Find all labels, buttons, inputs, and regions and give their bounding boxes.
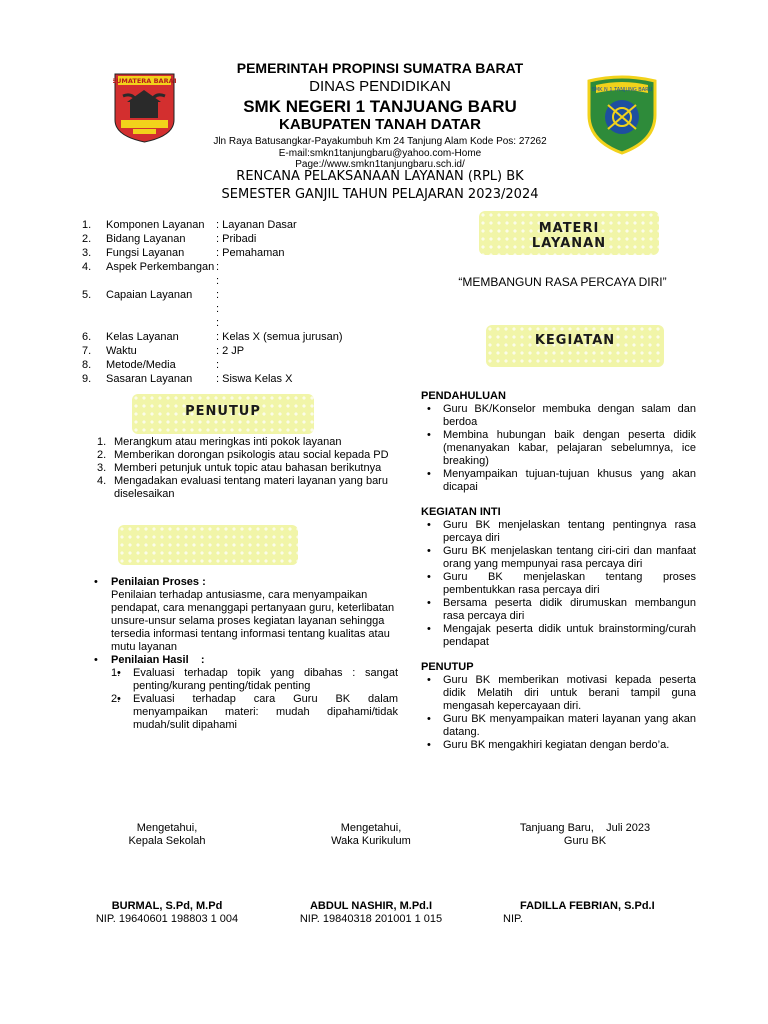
info-row-number: 6. xyxy=(82,331,92,343)
info-row xyxy=(82,288,442,302)
penilaian-proses-title: • Penilaian Proses : xyxy=(111,576,206,588)
info-row-value: : xyxy=(216,275,220,287)
penutup-left-item-number: 1. xyxy=(97,436,107,448)
signature-role: Kepala Sekolah xyxy=(128,835,206,847)
info-row-label: Sasaran Layanan xyxy=(106,373,193,385)
kegiatan-inti-item: • Guru BK menjelaskan tentang pentingnya rasa percaya diri xyxy=(421,519,696,545)
info-row-number: 7. xyxy=(82,345,92,357)
header-line-2: DINAS PENDIDIKAN xyxy=(309,78,451,95)
penutup-left-item-number: 4. xyxy=(97,475,107,487)
title-line-1: RENCANA PELAKSANAAN LAYANAN (RPL) BK xyxy=(236,169,524,184)
info-row xyxy=(82,372,442,386)
pendahuluan-item: • Guru BK/Konselor membuka dengan salam dan berdoa xyxy=(421,403,696,429)
penutup-left-item-text: Merangkum atau meringkas inti pokok layanan xyxy=(114,436,342,448)
penilaian-hasil-title: • Penilaian Hasil : xyxy=(111,654,205,666)
penutup-left-list xyxy=(97,436,397,501)
signature-nip: NIP. 19640601 198803 1 004 xyxy=(95,913,239,925)
signature-role: Waka Kurikulum xyxy=(331,835,411,847)
penutup-left-item xyxy=(97,475,397,501)
info-row-label: Komponen Layanan xyxy=(106,219,205,231)
kegiatan-inti-list xyxy=(421,519,696,649)
pendahuluan-title: PENDAHULUAN xyxy=(421,390,506,402)
info-row-value: : xyxy=(216,261,220,273)
signature-block xyxy=(503,900,683,926)
signature-line-1: Tanjuang Baru, Juli 2023 xyxy=(519,822,651,834)
materi-banner-line-2: LAYANAN xyxy=(531,236,607,251)
penilaian-hasil-item xyxy=(111,667,398,693)
logo-right-text: SMK N 1 TANJUNG BARU xyxy=(591,87,653,93)
info-row-label: Aspek Perkembangan xyxy=(106,261,215,273)
kegiatan-banner xyxy=(486,325,664,367)
info-row-value: : Pribadi xyxy=(216,233,257,245)
penutup-item: • Guru BK memberikan motivasi kepada peserta didik Melatih diri untuk berani tampil guna mengasah kepercayaan diri. xyxy=(421,674,696,713)
signature-role: Guru BK xyxy=(563,835,607,847)
pendahuluan-list xyxy=(421,403,696,494)
info-row-value: : xyxy=(216,303,220,315)
kegiatan-inti-item: • Guru BK menjelaskan tentang proses pembentukkan rasa percaya diri xyxy=(421,571,696,597)
penilaian-hasil-item xyxy=(111,693,398,732)
pendahuluan-item: • Menyampaikan tujuan-tujuan khusus yang akan dicapai xyxy=(421,468,696,494)
materi-banner-line-1: MATERI xyxy=(538,221,600,236)
kegiatan-banner-label: KEGIATAN xyxy=(534,333,616,348)
penilaian-hasil-item-number: • 1. xyxy=(111,667,121,679)
info-row-value: : xyxy=(216,317,220,329)
penutup-left-item xyxy=(97,462,397,475)
penutup-list xyxy=(421,674,696,752)
info-row xyxy=(82,260,442,274)
info-row-label: Kelas Layanan xyxy=(106,331,179,343)
document-title xyxy=(120,168,640,204)
info-row-value: : xyxy=(216,359,220,371)
evaluasi-banner xyxy=(118,525,298,565)
info-row xyxy=(82,316,442,330)
info-row-number: 9. xyxy=(82,373,92,385)
penilaian-hasil-item-number: • 2. xyxy=(111,693,121,705)
materi-banner xyxy=(479,211,659,255)
info-row xyxy=(82,218,442,232)
info-row xyxy=(82,358,442,372)
penilaian-proses xyxy=(88,576,398,654)
kegiatan-inti-item: • Guru BK menjelaskan tentang ciri-ciri dan manfaat orang yang mempunyai rasa percaya diri xyxy=(421,545,696,571)
info-row xyxy=(82,274,442,288)
penutup-item: • Guru BK mengakhiri kegiatan dengan berdo’a. xyxy=(421,739,696,752)
penilaian-hasil-list xyxy=(111,667,398,732)
info-row xyxy=(82,302,442,316)
signature-name: BURMAL, S.Pd, M.Pd xyxy=(111,900,223,912)
kegiatan-inti-title: KEGIATAN INTI xyxy=(421,506,501,518)
kegiatan-inti-item: • Bersama peserta didik dirumuskan membangun rasa percaya diri xyxy=(421,597,696,623)
info-row-number: 2. xyxy=(82,233,92,245)
info-row-label: Bidang Layanan xyxy=(106,233,186,245)
info-row-value: : Siswa Kelas X xyxy=(216,373,293,385)
info-row-number: 4. xyxy=(82,261,92,273)
info-row-number: 1. xyxy=(82,219,92,231)
info-row xyxy=(82,344,442,358)
info-row-label: Fungsi Layanan xyxy=(106,247,185,259)
penilaian-content xyxy=(90,576,398,732)
info-row-value: : Layanan Dasar xyxy=(216,219,297,231)
info-row-label: Waktu xyxy=(106,345,137,357)
logo-smk xyxy=(586,75,658,155)
penilaian-hasil xyxy=(88,654,398,732)
logo-sumbar xyxy=(113,72,176,144)
penutup-left-item-text: Mengadakan evaluasi tentang materi layanan yang baru diselesaikan xyxy=(114,475,388,500)
signature-heading xyxy=(57,822,277,848)
signature-name: FADILLA FEBRIAN, S.Pd.I xyxy=(520,900,655,912)
header-email: E-mail:smkn1tanjungbaru@yahoo.com-Home xyxy=(278,147,482,159)
info-row xyxy=(82,330,442,344)
info-row xyxy=(82,232,442,246)
info-list xyxy=(82,218,442,386)
penilaian-list xyxy=(90,576,398,732)
penutup-left-item-text: Memberi petunjuk untuk topic atau bahasan berikutnya xyxy=(114,462,382,474)
info-row-value: : xyxy=(216,289,220,301)
penutup-left-item xyxy=(97,436,397,449)
header-line-1: PEMERINTAH PROPINSI SUMATRA BARAT xyxy=(236,60,524,76)
info-row-label: Capaian Layanan xyxy=(106,289,193,301)
header-line-4: KABUPATEN TANAH DATAR xyxy=(279,116,481,133)
signature-line-1: Mengetahui, xyxy=(340,822,402,834)
pendahuluan-item: • Membina hubungan baik dengan peserta didik (menanyakan kabar, pelajaran sebelumnya, ice breaking) xyxy=(421,429,696,468)
penilaian-proses-text: Penilaian terhadap antusiasme, cara menyampaikan pendapat, cara menanggapi pertanyaan guru, keterlibatan unsure-unsur selama proses kegiatan layanan sehingga tersedia informasi tentang informasi tentang kualitas atau mutu layanan xyxy=(111,589,395,653)
info-row-value: : Kelas X (semua jurusan) xyxy=(216,331,343,343)
signature-block xyxy=(261,900,481,926)
penutup-title: PENUTUP xyxy=(421,661,474,673)
signature-nip: NIP. 19840318 201001 1 015 xyxy=(299,913,443,925)
info-row-value: : Pemahaman xyxy=(216,247,285,259)
penutup-banner-label: PENUTUP xyxy=(185,404,261,419)
signature-line-1: Mengetahui, xyxy=(136,822,198,834)
info-row-number: 8. xyxy=(82,359,92,371)
signature-name: ABDUL NASHIR, M.Pd.I xyxy=(309,900,433,912)
info-row-number: 5. xyxy=(82,289,92,301)
penutup-left-item xyxy=(97,449,397,462)
info-row xyxy=(82,246,442,260)
school-header xyxy=(180,60,580,171)
kegiatan-content xyxy=(421,390,696,752)
info-row-number: 3. xyxy=(82,247,92,259)
signature-heading xyxy=(475,822,695,848)
signature-block xyxy=(57,900,277,926)
info-row-value: : 2 JP xyxy=(216,345,245,357)
info-row-label: Metode/Media xyxy=(106,359,176,371)
penutup-left-item-number: 2. xyxy=(97,449,107,461)
penutup-item: • Guru BK menyampaikan materi layanan yang akan datang. xyxy=(421,713,696,739)
kegiatan-inti-item: • Mengajak peserta didik untuk brainstorming/curah pendapat xyxy=(421,623,696,649)
logo-left-text: SUMATERA BARAT xyxy=(113,77,176,85)
signature-heading xyxy=(261,822,481,848)
header-page: Page://www.smkn1tanjungbaru.sch.id/ xyxy=(295,159,465,170)
header-line-3: SMK NEGERI 1 TANJUANG BARU xyxy=(243,97,517,116)
materi-topic: “MEMBANGUN RASA PERCAYA DIRI” xyxy=(458,275,667,289)
title-line-2: SEMESTER GANJIL TAHUN PELAJARAN 2023/2024 xyxy=(221,187,539,202)
header-address: Jln Raya Batusangkar-Payakumbuh Km 24 Tanjung Alam Kode Pos: 27262 xyxy=(213,136,547,147)
penutup-left-item-text: Memberikan dorongan psikologis atau social kepada PD xyxy=(114,449,389,461)
penutup-banner xyxy=(132,394,314,434)
penilaian-hasil-item-text: Evaluasi terhadap cara Guru BK dalam menyampaikan materi: mudah dipahami/tidak mudah/sulit dipahami xyxy=(133,693,398,731)
penilaian-hasil-item-text: Evaluasi terhadap topik yang dibahas : sangat penting/kurang penting/tidak penting xyxy=(133,667,398,692)
signature-nip: NIP. xyxy=(503,913,523,925)
penutup-left-item-number: 3. xyxy=(97,462,107,474)
penutup-left-content xyxy=(97,436,397,501)
